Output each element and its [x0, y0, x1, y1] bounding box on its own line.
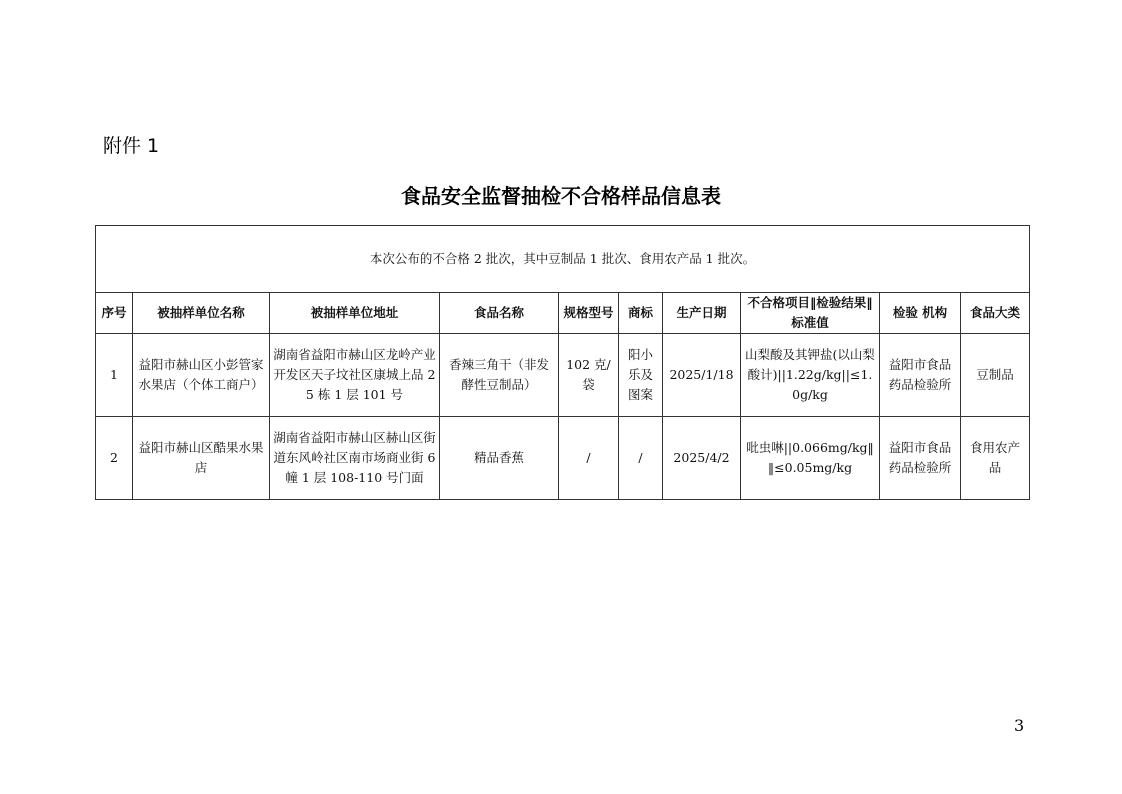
cell-spec: 102 克/袋 — [559, 334, 619, 417]
header-seq: 序号 — [96, 293, 133, 334]
page-number: 3 — [1014, 716, 1025, 735]
cell-food-name: 精品香蕉 — [440, 417, 559, 500]
cell-unit-address: 湖南省益阳市赫山区赫山区街道东风岭社区南市场商业街 6 幢 1 层 108-110 号门面 — [270, 417, 440, 500]
header-spec: 规格型号 — [559, 293, 619, 334]
cell-production-date: 2025/1/18 — [663, 334, 741, 417]
cell-production-date: 2025/4/2 — [663, 417, 741, 500]
header-production-date: 生产日期 — [663, 293, 741, 334]
table-row — [96, 417, 1030, 500]
cell-institution: 益阳市食品药品检验所 — [880, 334, 961, 417]
cell-institution: 益阳市食品药品检验所 — [880, 417, 961, 500]
cell-category: 食用农产品 — [961, 417, 1030, 500]
header-nonconforming-item: 不合格项目‖检验结果‖标准值 — [741, 293, 880, 334]
cell-nonconforming-item: 山梨酸及其钾盐(以山梨酸计)||1.22g/kg||≤1.0g/kg — [741, 334, 880, 417]
header-institution: 检验 机构 — [880, 293, 961, 334]
attachment-label: 附件 1 — [103, 135, 160, 157]
header-food-name: 食品名称 — [440, 293, 559, 334]
cell-nonconforming-item: 吡虫啉||0.066mg/kg‖‖≤0.05mg/kg — [741, 417, 880, 500]
cell-brand: 阳小乐及图案 — [619, 334, 663, 417]
cell-unit-name: 益阳市赫山区酷果水果店 — [133, 417, 270, 500]
cell-seq: 1 — [96, 334, 133, 417]
cell-spec: / — [559, 417, 619, 500]
summary-row — [96, 226, 1030, 293]
page-title: 食品安全监督抽检不合格样品信息表 — [401, 184, 721, 208]
table-row — [96, 334, 1030, 417]
header-category: 食品大类 — [961, 293, 1030, 334]
cell-seq: 2 — [96, 417, 133, 500]
cell-food-name: 香辣三角干（非发酵性豆制品） — [440, 334, 559, 417]
cell-category: 豆制品 — [961, 334, 1030, 417]
header-row — [96, 293, 1030, 334]
nonconforming-samples-table — [95, 225, 1030, 500]
header-unit-address: 被抽样单位地址 — [270, 293, 440, 334]
header-unit-name: 被抽样单位名称 — [133, 293, 270, 334]
cell-unit-address: 湖南省益阳市赫山区龙岭产业开发区天子坟社区康城上品 25 栋 1 层 101 号 — [270, 334, 440, 417]
summary-text: 本次公布的不合格 2 批次，其中豆制品 1 批次、食用农产品 1 批次。 — [96, 226, 1030, 293]
cell-brand: / — [619, 417, 663, 500]
header-brand: 商标 — [619, 293, 663, 334]
cell-unit-name: 益阳市赫山区小彭管家水果店（个体工商户） — [133, 334, 270, 417]
